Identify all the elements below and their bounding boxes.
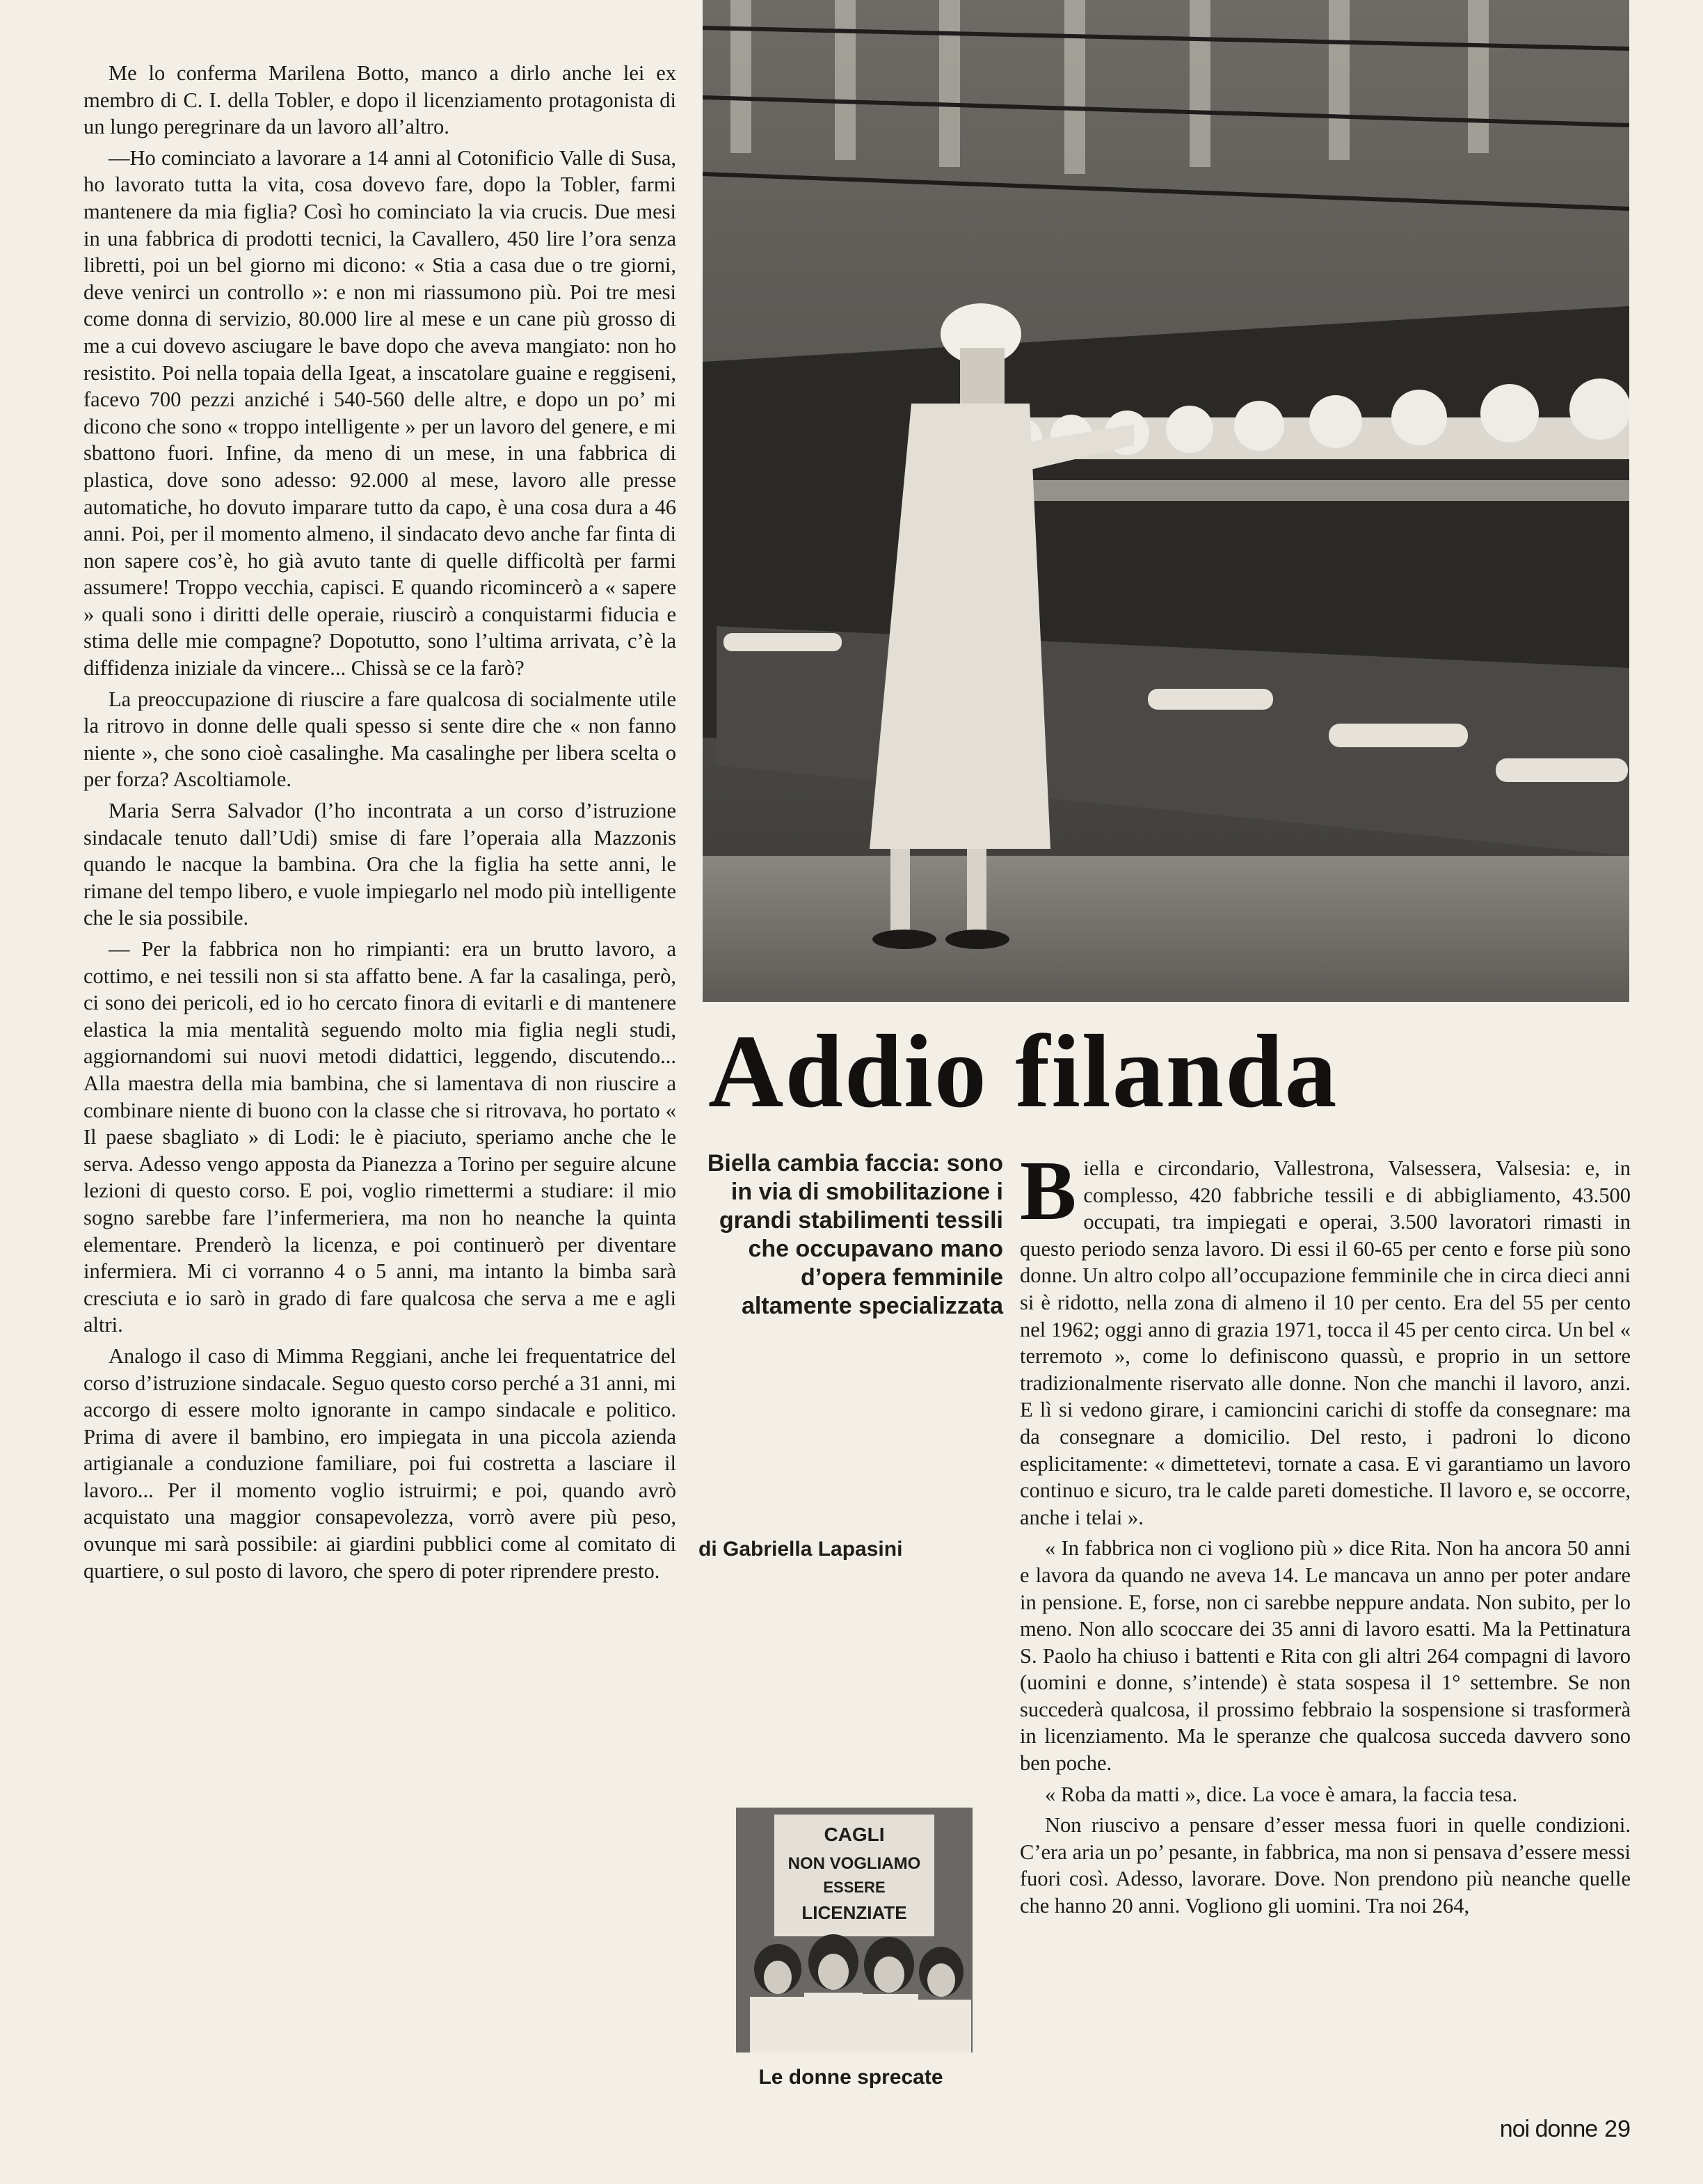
paragraph: Non riuscivo a pensare d’esser messa fuori in quelle condizioni. C’era aria un po’ pesante, in fabbrica, ma non si pensava d’essere messi fuori così. Adesso, lavorare. Dove. Non prendono più neanche quelle che hanno 20 anni. Vogliono gli uomini. Tra noi 264,: [1020, 1813, 1631, 1918]
magazine-name: noi donne: [1499, 2116, 1598, 2142]
protest-photo: [736, 1808, 973, 2053]
first-paragraph: [1020, 1144, 1631, 1531]
protest-photo-graphic: [736, 1808, 973, 2053]
spinning-mill-photo-graphic: [703, 0, 1629, 1002]
spinning-mill-photo: [703, 0, 1629, 1002]
paragraph: La preoccupazione di riuscire a fare qualcosa di socialmente utile la ritrovo in donne delle quali spesso si sente dire che « non fanno niente », che sono cioè casalinghe. Ma casalinghe per libera scelta o per forza? Ascoltiamole.: [83, 687, 676, 792]
left-article-column: [83, 60, 676, 1588]
headline: Addio filanda: [708, 1014, 1338, 1129]
page-footer: [1464, 2115, 1631, 2143]
placard-line: LICENZIATE: [801, 1902, 907, 1923]
paragraph: « In fabbrica non ci vogliono più » dice Rita. Non ha ancora 50 anni e lavora da quando ne aveva 14. Le mancava un anno per poter andare in pensione. E, forse, non ci sarebbe neppure andata. Non subito, per lo meno. Non allo scoccare dei 35 anni di lavoro esatti. Ma la Pettinatura S. Paolo ha chiuso i battenti e Rita con gli altri 264 compagni di lavoro (uomini e donne, s’intende) è stata sospesa il 1° settembre. Se non succederà qualcosa, il prossimo febbraio la sospensione si trasformerà in licenziamento. Ma le speranze che qualcosa succeda davvero sono ben poche.: [1020, 1536, 1631, 1776]
placard-line: ESSERE: [823, 1879, 886, 1896]
placard-line: NON VOGLIAMO: [787, 1854, 921, 1873]
byline: di Gabriella Lapasini: [698, 1538, 903, 1561]
first-paragraph-text: iella e circondario, Vallestrona, Valsessera, Valsesia: e, in complesso, 420 fabbriche tessili e di abbigliamento, 43.500 occupati, tra impiegati e operai, 3.500 lavoratori rimasti in questo periodo senza lavoro. Di essi il 60-65 per cento e forse più sono donne. Un altro colpo all’occupazione femminile che in circa dieci anni si è ridotto, nella zona di almeno il 10 per cento. Era del 55 per cento nel 1962; oggi anno di grazia 1971, tocca il 45 per cento circa. Un bel « terremoto », come lo definiscono quassù, e proprio in un settore tradizionalmente riservato alle donne. Non che manchi il lavoro, anzi. E lì si vedono girare, i camioncini carichi di stoffe da consegnare: ma da consegnare a domicilio. Del resto, i padroni lo dicono esplicitamente: « dimettetevi, tornate a casa. E vi garantiamo un lavoro continuo e sicuro, tra le calde pareti domestiche. Il lavoro e, se occorre, anche i telai ».: [1020, 1156, 1631, 1529]
page-number: 29: [1604, 2116, 1631, 2142]
paragraph: Analogo il caso di Mimma Reggiani, anche lei frequentatrice del corso d’istruzione sindacale. Seguo questo corso perché a 31 anni, mi accorgo di essere molto ignorante in campo sindacale e politico. Prima di avere il bambino, ero impiegata in una piccola azienda artigianale a conduzione familiare, poi fui costretta a lasciare il lavoro... Per il momento voglio istruirmi; e poi, quando avrò acquistato una maggior consapevolezza, vorrò avere più peso, ovunque mi sarà possibile: ai giardini pubblici come al comitato di quartiere, o sul posto di lavoro, che spero di poter riprendere presto.: [83, 1344, 676, 1583]
paragraph: —Ho cominciato a lavorare a 14 anni al Cotonificio Valle di Susa, ho lavorato tutta la vita, cosa dovevo fare, dopo la Tobler, farmi mantenere da mia figlia? Così ho cominciato la via crucis. Due mesi in una fabbrica di prodotti tecnici, la Cavallero, 450 lire l’ora senza libretti, poi un bel giorno mi dicono: « Stia a casa due o tre giorni, deve venirci un controllo »: e non mi riassumono più. Poi tre mesi come donna di servizio, 80.000 lire al mese e un cane più grosso di me a cui dovevo asciugare le bave dopo che aveva mangiato: non ho resistito. Poi nella topaia della Igeat, a inscatolare guaine e reggiseni, facevo 700 pezzi anziché i 540-560 delle altre, e dopo un po’ mi dicono che sono « troppo intelligente » per un lavoro del genere, e mi sbattono fuori. Infine, da meno di un mese, in una fabbrica di plastica, dove sono adesso: 92.000 al mese, lavoro alle presse automatiche, ho dovuto imparare tutto da capo, è una cosa dura a 46 anni. Poi, per il momento almeno, il sindacato devo anche far finta di non sapere cos’è, ho già avuto tante di quelle difficoltà per farmi assumere! Troppo vecchia, capisci. E quando ricomincerò a « sapere » quali sono i diritti delle operaie, riuscirò a conquistarmi fiducia e stima delle mie compagne? Dopotutto, sono l’ultima arrivata, c’è la diffidenza iniziale da vincere... Chissà se ce la farò?: [83, 145, 676, 680]
paragraph: « Roba da matti », dice. La voce è amara, la faccia tesa.: [1045, 1782, 1518, 1806]
placard-line: CAGLI: [824, 1824, 885, 1845]
paragraph: — Per la fabbrica non ho rimpianti: era un brutto lavoro, a cottimo, e nei tessili non si sta affatto bene. A far la casalinga, però, ci sono dei pericoli, ed io ho cercato finora di evitarli e di mantenere elastica la mia mentalità seguendo molto mia figlia negli studi, aggiornandomi sui nuovi metodi didattici, leggendo, discutendo... Alla maestra della mia bambina, che si lamentava di non riuscire a combinare niente di buono con la classe che si ritrovava, ho portato « Il paese sbagliato » di Lodi: le è piaciuto, speriamo anche che le serva. Adesso vengo apposta da Pianezza a Torino per seguire alcune lezioni di questo corso. E poi, voglio rimettermi a studiare: il mio sogno sarebbe fare l’infermeriera, ma non ho neanche la quinta elementare. Prenderò la licenza, e poi continuerò per diventare infermiera. Mi ci vorranno 4 o 5 anni, ma intanto la bimba sarà cresciuta e io sarò in grado di fare qualcosa che serva a me e agli altri.: [83, 937, 676, 1337]
dropcap: B: [1020, 1144, 1077, 1238]
paragraph: Maria Serra Salvador (l’ho incontrata a un corso d’istruzione sindacale tenuto dall’Udi) smise di fare l’operaia alla Mazzonis quando le nacque la bambina. Ora che la figlia ha sette anni, le rimane del tempo libero, e vuole impiegarlo nel modo più intelligente che le sia possibile.: [83, 799, 676, 930]
photo-caption: Le donne sprecate: [758, 2066, 943, 2089]
paragraph: Me lo conferma Marilena Botto, manco a dirlo anche lei ex membro di C. I. della Tobler, e dopo il licenziamento protagonista di un lungo peregrinare da un lavoro all’altro.: [83, 61, 676, 139]
right-article-column: [1020, 1144, 1631, 1924]
subtitle: Biella cambia faccia: sono in via di smobilitazione i grandi stabilimenti tessili che occupavano mano d’opera femminile altamente specializzata: [707, 1150, 1003, 1319]
